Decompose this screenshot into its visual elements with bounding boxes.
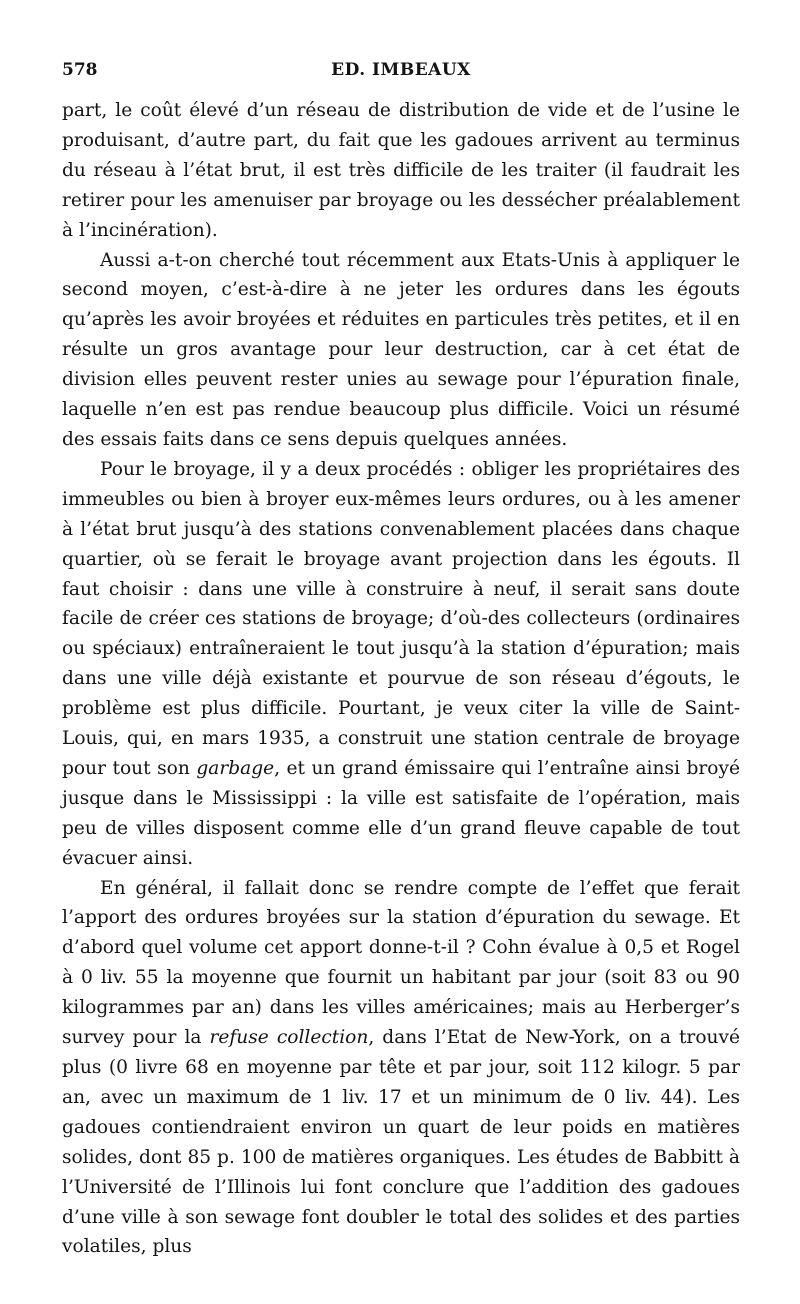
italic-term: refuse collection <box>209 1027 369 1049</box>
text-run: Aussi a-t-on cherché tout récemment aux Etats-Unis à appliquer le second moyen, c’est-à-dire à ne jeter les ordures dans les égouts qu’après les avoir broyées et réduites en particules très petites, et il en résulte un gros avantage pour leur destruction, car à cet état de division elles peuvent rester unies au sewage pour l’épuration finale, laquelle n’en est pas rendue beaucoup plus difficile. Voici un résumé des essais faits dans ce sens depuis quelques années. <box>62 249 740 450</box>
text-run: En général, il fallait donc se rendre compte de l’effet que ferait l’apport des ordures broyées sur la station d’épuration du sewage. Et d’abord quel volume cet apport donne-t-il ? Cohn évalue à 0,5 et Rogel à 0 liv. 55 la moyenne que fournit un habitant par jour (soit 83 ou 90 kilogrammes par an) dans les villes américaines; mais au Herberger’s survey pour la <box>62 877 740 1049</box>
body-text <box>62 96 740 1262</box>
italic-term: garbage <box>196 757 275 779</box>
text-run: part, le coût élevé d’un réseau de distribution de vide et de l’usine le produisant, d’autre part, du fait que les gadoues arrivent au terminus du réseau à l’état brut, il est très difficile de les traiter (il faudrait les retirer pour les amenuiser par broyage ou les dessécher préalablement à l’incinération). <box>62 100 740 241</box>
paragraph <box>62 96 740 246</box>
running-title: ED. IMBEAUX <box>331 60 471 80</box>
page-number: 578 <box>62 60 98 80</box>
text-run: Pour le broyage, il y a deux procédés : obliger les propriétaires des immeubles ou bien à broyer eux-mêmes leurs ordures, ou à les amener à l’état brut jusqu’à des stations convenablement placées dans chaque quartier, où se ferait le broyage avant projection dans les égouts. Il faut choisir : dans une ville à construire à neuf, il serait sans doute facile de créer ces stations de broyage; d’où-des collecteurs (ordinaires ou spéciaux) entraîneraient le tout jusqu’à la station d’épuration; mais dans une ville déjà existante et pourvue de son réseau d’égouts, le problème est plus difficile. Pourtant, je veux citer la ville de Saint-Louis, qui, en mars 1935, a construit une station centrale de broyage pour tout son <box>62 458 740 779</box>
paragraph <box>62 246 740 455</box>
text-run: , dans l’Etat de New-York, on a trouvé plus (0 livre 68 en moyenne par tête et par jour, soit 112 kilogr. 5 par an, avec un maximum de 1 liv. 17 et un minimum de 0 liv. 44). Les gadoues contiendraient environ un quart de leur poids en matières solides, dont 85 p. 100 de matières organiques. Les études de Babbitt à l’Université de l’Illinois lui font conclure que l’addition des gadoues d’une ville à son sewage font doubler le total des solides et des parties volatiles, plus <box>62 1027 740 1258</box>
text-run: , et un grand émissaire qui l’entraîne ainsi broyé jusque dans le Mississippi : la ville est satisfaite de l’opération, mais peu de villes disposent comme elle d’un grand fleuve capable de tout évacuer ainsi. <box>62 757 740 869</box>
paragraph <box>62 874 740 1263</box>
paragraph <box>62 455 740 874</box>
running-head <box>62 60 740 96</box>
book-page <box>62 60 740 1262</box>
